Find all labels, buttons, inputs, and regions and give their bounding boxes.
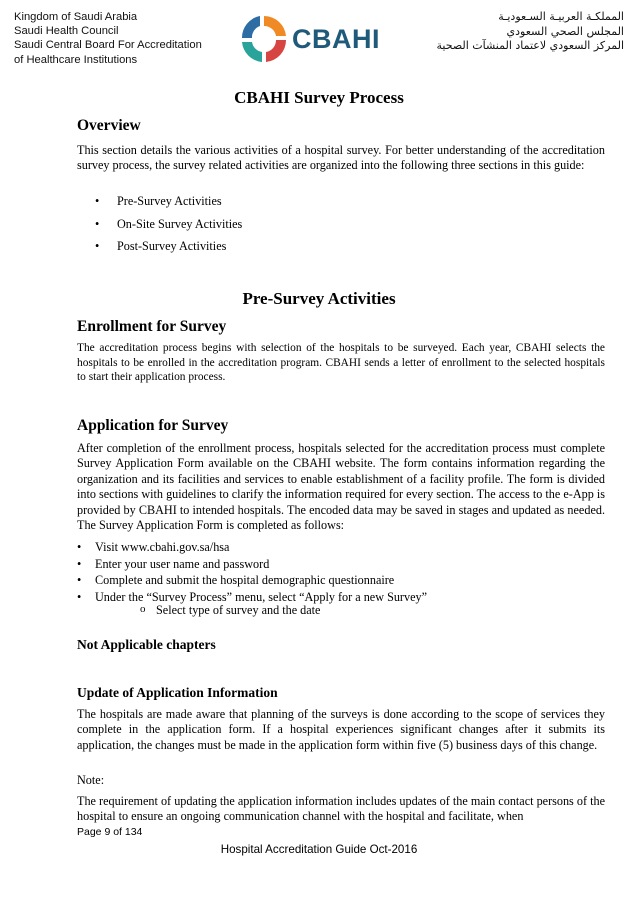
cbahi-logo-mark-icon [238,10,292,70]
list-item: • Under the “Survey Process” menu, select “Apply for a new Survey” [77,590,605,607]
list-item: • On-Site Survey Activities [77,217,605,240]
header-line-arabic: المجلس الصحي السعودي [506,24,624,38]
update-paragraph: The hospitals are made aware that planning of the surveys is done according to the scope of services they complete in the application form. If a hospital experiences significant changes after it submits its application, the changes must be made in the application form within five (5) business days of this change. [77,707,605,752]
header-line: Kingdom of Saudi Arabia [14,11,138,23]
logo-wordmark: CBAHI [292,24,380,54]
list-item: • Enter your user name and password [77,557,605,574]
header-line: Saudi Central Board For Accreditation [14,39,202,52]
header-line-arabic: المملكـة العربيـة السـعوديـة [498,10,624,23]
application-paragraph: After completion of the enrollment process, hospitals selected for the accreditation process must complete Survey Application Form available on the CBAHI website. The form contains information regarding the organization and its facilities and services to enable establishment of a facility profile. The form is divided into sections with guidelines to clarify the information required for every section. The access to the e-App is provided by CBAHI to intended hospitals. The encoded data may be saved in stages and updated as needed. The Survey Application Form is completed as follows: [77,441,605,533]
enrollment-heading: Enrollment for Survey [77,318,227,335]
page-title: CBAHI Survey Process [234,88,404,107]
note-paragraph: The requirement of updating the application information includes updates of the main contact persons of the hospital to ensure an ongoing communication channel with the hospital and facilitate, when [77,794,605,824]
not-applicable-heading: Not Applicable chapters [77,637,216,652]
page-number: Page 9 of 134 [77,826,143,838]
application-steps [77,540,605,606]
overview-list [77,194,605,262]
list-item: • Pre-Survey Activities [77,194,605,217]
header-org-english [14,10,202,67]
application-heading: Application for Survey [77,417,229,434]
header-org-arabic [437,10,624,54]
footer-title: Hospital Accreditation Guide Oct-2016 [220,843,418,856]
list-item: • Complete and submit the hospital demographic questionnaire [77,573,605,590]
list-item: • Post-Survey Activities [77,239,605,262]
overview-paragraph: This section details the various activities of a hospital survey. For better understanding of the accreditation survey process, the survey related activities are organized into the following three sections in this guide: [77,143,605,173]
header-line: Saudi Health Council [14,25,119,38]
overview-heading: Overview [77,117,141,134]
update-heading: Update of Application Information [77,685,278,700]
enrollment-paragraph: The accreditation process begins with selection of the hospitals to be surveyed. Each year, CBAHI selects the hospitals to be enrolled in the accreditation program. CBAHI sends a letter of enrollment to the selected hospitals to start their application process. [77,342,605,384]
note-label: Note: [77,773,105,787]
list-item: • Visit www.cbahi.gov.sa/hsa [77,540,605,557]
header-line: of Healthcare Institutions [14,53,138,66]
application-substep: o Select type of survey and the date [156,603,320,618]
header-line-arabic: المركز السعودي لاعتماد المنشآت الصحية [436,39,624,53]
pre-survey-heading: Pre-Survey Activities [242,289,396,308]
cbahi-logo [238,10,388,70]
